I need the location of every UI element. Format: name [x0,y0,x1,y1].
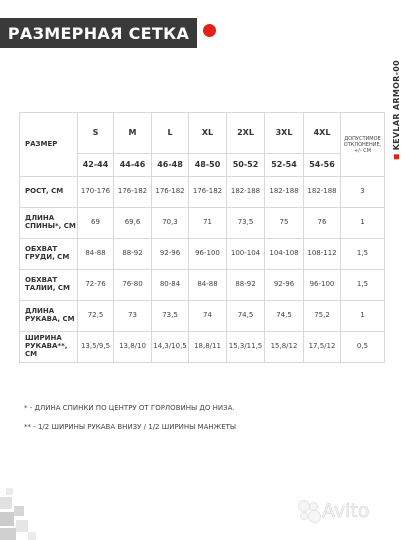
tolerance-cell: 3 [341,177,385,208]
row-label: ОБХВАТ ГРУДИ, СМ [20,239,78,270]
title-banner [0,18,197,48]
size-letter: L [152,113,189,154]
table-cell: 69 [78,208,114,239]
table-cell: 15,8/12 [265,332,304,363]
table-cell: 182-188 [304,177,341,208]
footnote: ** - 1/2 ШИРИНЫ РУКАВА ВНИЗУ / 1/2 ШИРИНЫ МАНЖЕТЫ [24,423,237,431]
row-label: ОБХВАТ ТАЛИИ, СМ [20,270,78,301]
row-label: ДЛИНА РУКАВА, СМ [20,301,78,332]
footnote: * - ДЛИНА СПИНКИ ПО ЦЕНТРУ ОТ ГОРЛОВИНЫ ДО НИЗА. [24,404,235,412]
table-cell: 14,3/10,5 [152,332,189,363]
table-cell: 71 [189,208,227,239]
size-letter: 3XL [265,113,304,154]
size-letter: M [114,113,152,154]
table-cell: 88-92 [114,239,152,270]
table-cell: 88-92 [227,270,265,301]
table-cell: 74,5 [227,301,265,332]
table-cell: 75 [265,208,304,239]
size-range: 50-52 [227,154,265,177]
tolerance-cell: 1,5 [341,239,385,270]
table-cell: 84-88 [78,239,114,270]
side-label [389,60,403,320]
row-label: ШИРИНА РУКАВА**, СМ [20,332,78,363]
table-cell: 96-100 [304,270,341,301]
table-cell: 74,5 [265,301,304,332]
tolerance-cell: 1 [341,208,385,239]
table-cell: 13,8/10 [114,332,152,363]
table-cell: 75,2 [304,301,341,332]
side-label-text: KEVLAR ARMOR-00 [391,60,401,151]
footnotes [24,404,236,442]
table-row [20,208,385,239]
avito-watermark [298,500,369,522]
row-label: ДЛИНА СПИНЫ*, СМ [20,208,78,239]
size-range: 48-50 [189,154,227,177]
table-cell: 69,6 [114,208,152,239]
size-table [19,112,384,363]
table-cell: 176-182 [114,177,152,208]
table-cell: 170-176 [78,177,114,208]
table-cell: 84-88 [189,270,227,301]
size-header: РАЗМЕР [20,113,78,177]
table-cell: 13,5/9,5 [78,332,114,363]
table-cell: 15,3/11,5 [227,332,265,363]
table-cell: 100-104 [227,239,265,270]
table-row [20,270,385,301]
size-letter: XL [189,113,227,154]
table-cell: 73,5 [152,301,189,332]
table-row [20,332,385,363]
table-cell: 108-112 [304,239,341,270]
tolerance-cell: 1 [341,301,385,332]
accent-dot [203,24,216,37]
table-cell: 182-188 [265,177,304,208]
table-cell: 73,5 [227,208,265,239]
table-cell: 72,5 [78,301,114,332]
tolerance-cell: 1,5 [341,270,385,301]
size-letter: S [78,113,114,154]
table-cell: 17,5/12 [304,332,341,363]
table-cell: 18,8/11 [189,332,227,363]
table-cell: 73 [114,301,152,332]
size-letter: 4XL [304,113,341,154]
corner-decoration [0,488,40,540]
table-cell: 104-108 [265,239,304,270]
watermark-text: Avito [322,500,370,522]
size-range: 52-54 [265,154,304,177]
table-cell: 74 [189,301,227,332]
size-range: 44-46 [114,154,152,177]
size-range: 42-44 [78,154,114,177]
size-range: 46-48 [152,154,189,177]
table-cell: 176-182 [152,177,189,208]
avito-logo-icon [298,500,320,522]
tolerance-header: ДОПУСТИМОЕ ОТКЛОНЕНИЕ, +/- СМ [341,113,385,177]
square-icon [394,154,399,159]
table-cell: 182-188 [227,177,265,208]
size-letter: 2XL [227,113,265,154]
page-title: РАЗМЕРНАЯ СЕТКА [7,23,190,43]
table-row [20,301,385,332]
table-cell: 80-84 [152,270,189,301]
table-cell: 70,3 [152,208,189,239]
table-row [20,177,385,208]
tolerance-cell: 0,5 [341,332,385,363]
table-cell: 96-100 [189,239,227,270]
table-cell: 76 [304,208,341,239]
table-row [20,239,385,270]
table-cell: 92-96 [152,239,189,270]
table-cell: 92-96 [265,270,304,301]
size-range: 54-56 [304,154,341,177]
table-cell: 176-182 [189,177,227,208]
table-cell: 76-80 [114,270,152,301]
row-label: РОСТ, СМ [20,177,78,208]
table-cell: 72-76 [78,270,114,301]
